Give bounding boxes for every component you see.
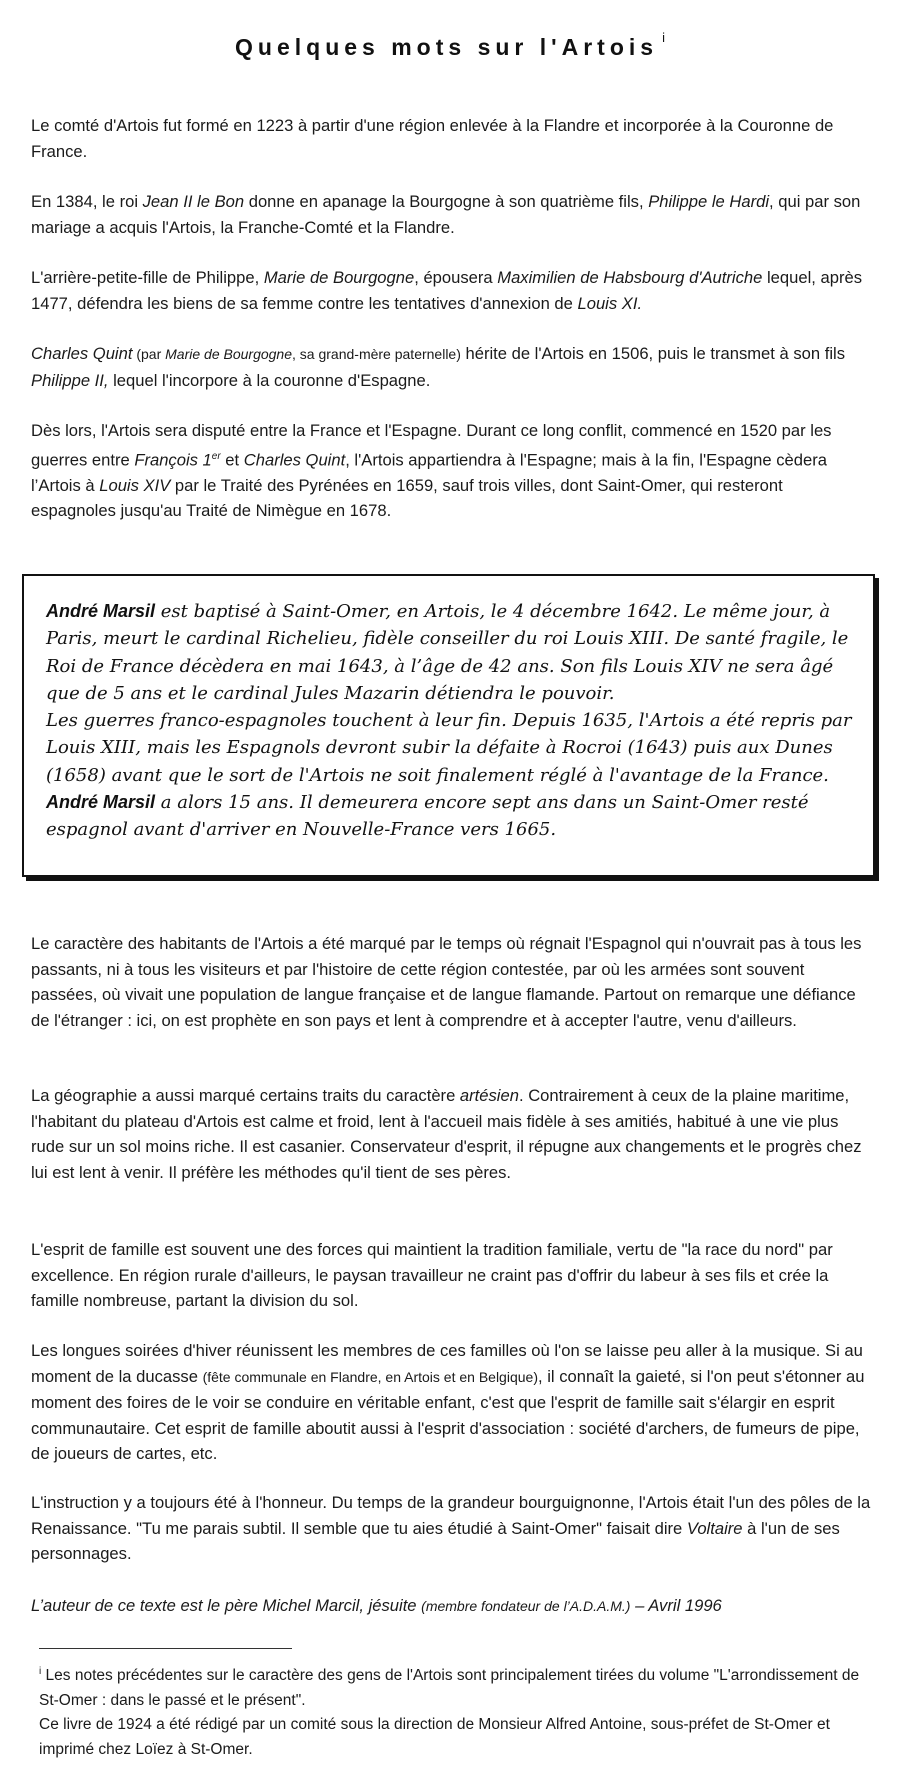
paragraph-origin: Le comté d'Artois fut formé en 1223 à partir d'une région enlevée à la Flandre et incorporée à la Couronne de France.: [31, 116, 834, 161]
paragraph-evenings: Les longues soirées d'hiver réunissent les membres de ces familles où l'on se laisse peu aller à la musique. Si au moment de la ducasse (fête communale en Flandre, en Artois et en Belgique), il connaît la gaieté, si l'on peut s'étonner au moment des foires de le voir se conduire en véritable enfant, c'est que l'esprit de famille sait s'élargir en esprit communautaire. Cet esprit de famille aboutit aussi à l'esprit d'association : société d'archers, de fumeurs de pipe, de joueurs de cartes, etc.: [31, 1341, 865, 1463]
title-text: Quelques mots sur l'Artois: [235, 34, 659, 60]
page-title: [0, 30, 900, 61]
paragraph-charles-quint: Charles Quint (par Marie de Bourgogne, sa grand-mère paternelle) hérite de l'Artois en 1506, puis le transmet à son fils Philippe II, lequel l'incorpore à la couronne d'Espagne.: [31, 344, 845, 390]
paragraph-conflict: Dès lors, l'Artois sera disputé entre la France et l'Espagne. Durant ce long conflit, commencé en 1520 par les guerres entre François 1er et Charles Quint, l'Artois appartiendra à l'Espagne; mais à la fin, l'Espagne cèdera l’Artois à Louis XIV par le Traité des Pyrénées en 1659, sauf trois villes, dont Saint-Omer, qui resteront espagnoles jusqu'au Traité de Nimègue en 1678.: [31, 421, 832, 521]
paragraph-bourgogne: En 1384, le roi Jean II le Bon donne en apanage la Bourgogne à son quatrième fils, Philippe le Hardi, qui par son mariage a acquis l'Artois, la Franche-Comté et la Flandre.: [31, 192, 861, 237]
paragraph-instruction: L'instruction y a toujours été à l'honneur. Du temps de la grandeur bourguignonne, l'Artois était l'un des pôles de la Renaissance. "Tu me parais subtil. Il semble que tu aies étudié à Saint-Omer" faisait dire Voltaire à l'un de ses personnages.: [31, 1493, 871, 1563]
andre-marsil-text: André Marsil est baptisé à Saint-Omer, en Artois, le 4 décembre 1642. Le même jour, à Paris, meurt le cardinal Richelieu, fidèle conseiller du roi Louis XIII. De santé fragile, le Roi de France décèdera en mai 1643, à l’âge de 42 ans. Son fils Louis XIV ne sera âgé que de 5 ans et le cardinal Jules Mazarin détiendra le pouvoir. Les guerres franco-espagnoles touchent à leur fin. Depuis 1635, l'Artois a été repris par Louis XIII, mais les Espagnols devront subir la défaite à Rocroi (1643) puis aux Dunes (1658) avant que le sort de l'Artois ne soit finalement réglé à l'avantage de la France. André Marsil a alors 15 ans. Il demeurera encore sept ans dans un Saint-Omer resté espagnol avant d'arriver en Nouvelle-France vers 1665.: [46, 601, 852, 841]
paragraph-family: L'esprit de famille est souvent une des forces qui maintient la tradition familiale, vertu de "la race du nord" par excellence. En région rurale d'ailleurs, le paysan travailleur ne craint pas d'offrir du labeur à ses fils et crée la famille nombreuse, partant la division du sol.: [31, 1240, 833, 1310]
footnote: $^i$ Les notes précédentes sur le caractère des gens de l'Artois sont principalement tirées du volume "L'arrondissement de St-Omer : dans le passé et le présent". Ce livre de 1924 a été rédigé par un comité sous la direction de Monsieur Alfred Antoine, sous-préfet de St-Omer et imprimé chez Loïez à St-Omer.: [39, 1666, 860, 1758]
author-line: L’auteur de ce texte est le père Michel Marcil, jésuite (membre fondateur de l’A.D.A.M.) – Avril 1996: [31, 1596, 722, 1615]
footnote-ref[interactable]: i: [662, 30, 665, 46]
andre-marsil-box: [22, 574, 875, 877]
paragraph-character: Le caractère des habitants de l'Artois a été marqué par le temps où régnait l'Espagnol qui n'ouvrait pas à tous les passants, ni à tous les visiteurs et par l'histoire de cette région contestée, par où les armées sont souvent passées, où vivait une population de langue française et de langue flamande. Partout on remarque une défiance de l'étranger : ici, on est prophète en son pays et lent à comprendre et à accepter l'autre, venu d'ailleurs.: [31, 934, 862, 1030]
paragraph-habsbourg: L'arrière-petite-fille de Philippe, Marie de Bourgogne, épousera Maximilien de Habsbourg d'Autriche lequel, après 1477, défendra les biens de sa femme contre les tentatives d'annexion de Louis XI.: [31, 268, 863, 313]
footnote-divider: [39, 1648, 292, 1649]
footnote-marker: i: [39, 1666, 42, 1677]
paragraph-geography: La géographie a aussi marqué certains traits du caractère artésien. Contrairement à ceux de la plaine maritime, l'habitant du plateau d'Artois est calme et froid, lent à l'accueil mais fidèle à ses amitiés, habitué à une vie plus rude sur un sol moins riche. Il est casanier. Conservateur d'esprit, il répugne aux changements et le progrès chez lui est lent à venir. Il préfère les méthodes qu'il tient de ses pères.: [31, 1086, 862, 1182]
